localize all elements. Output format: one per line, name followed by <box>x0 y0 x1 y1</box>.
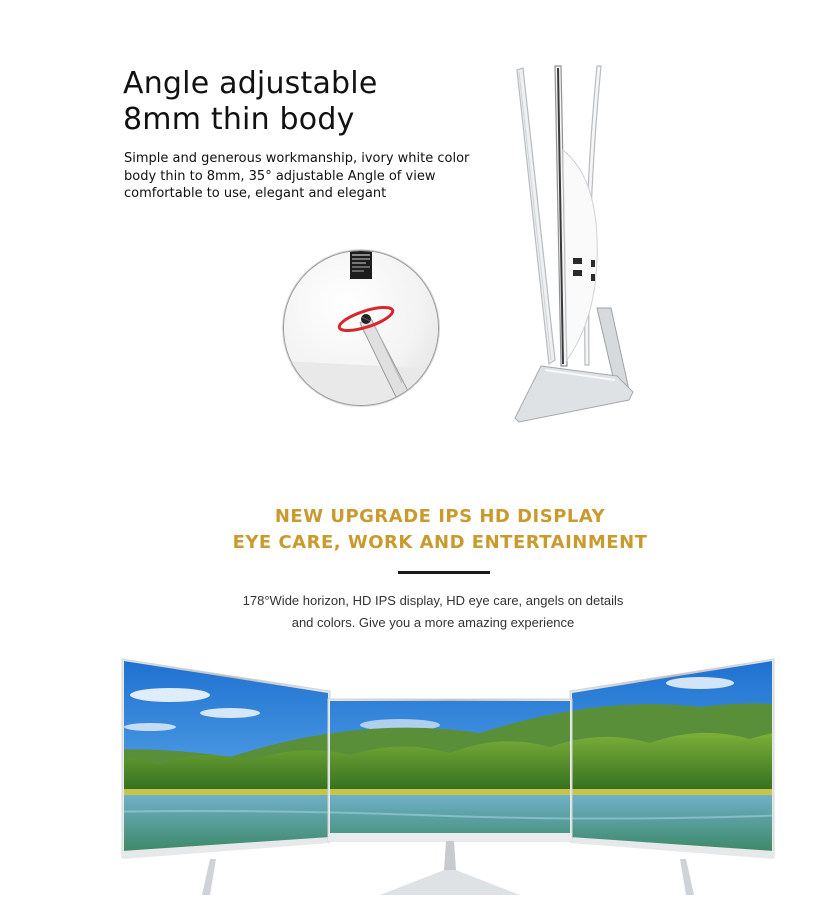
panorama-monitors-image <box>0 655 840 907</box>
description-line-2: body thin to 8mm, 35° adjustable Angle of view <box>124 168 436 184</box>
ips-description <box>0 590 840 634</box>
heading-line-1: Angle adjustable <box>123 66 378 101</box>
monitor-side-image <box>505 60 655 435</box>
ips-title-line-2: EYE CARE, WORK AND ENTERTAINMENT <box>232 532 648 553</box>
ips-title-line-1: NEW UPGRADE IPS HD DISPLAY <box>274 506 606 527</box>
description-line-3: comfortable to use, elegant and elegant <box>124 186 387 201</box>
section-divider <box>398 571 490 574</box>
feature-heading <box>123 66 378 138</box>
zoom-detail-image <box>284 251 438 405</box>
heading-line-2: 8mm thin body <box>123 102 355 137</box>
ips-description-line-2: and colors. Give you a more amazing experience <box>291 615 575 630</box>
ips-description-line-1: 178°Wide horizon, HD IPS display, HD eye care, angels on details <box>242 593 624 608</box>
description-line-1: Simple and generous workmanship, ivory white color <box>124 151 470 166</box>
feature-description <box>124 150 504 203</box>
